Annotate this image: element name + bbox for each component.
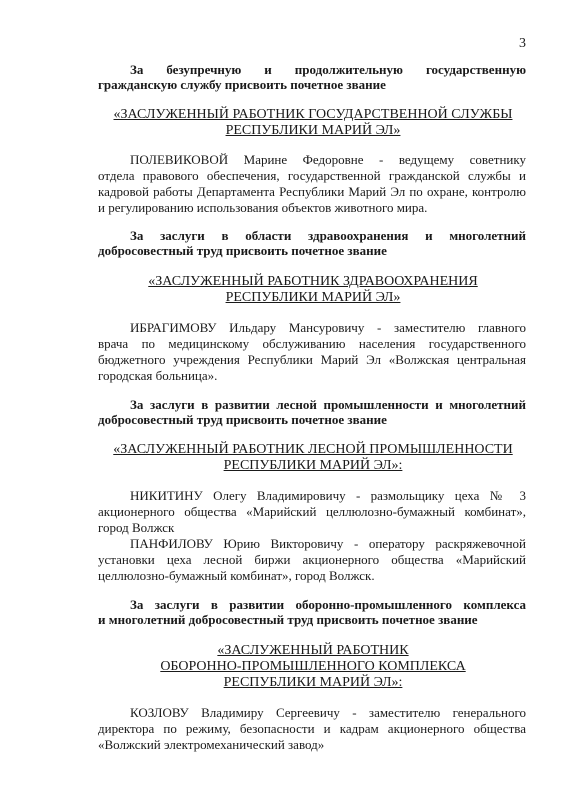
award-title — [100, 274, 526, 306]
award-intro-line: За заслуги в развитии оборонно-промышленного комплекса — [130, 597, 526, 612]
awardee-rest: акционерного общества «Марийский целлюлозно-бумажный комбинат», город Волжск — [98, 504, 526, 535]
award-title-line: РЕСПУБЛИКИ МАРИЙ ЭЛ» — [225, 123, 401, 138]
award-title-line: «ЗАСЛУЖЕННЫЙ РАБОТНИК ЗДРАВООХРАНЕНИЯ — [148, 274, 478, 289]
awardee-rest: установки цеха лесной биржи акционерного общества «Марийский целлюлозно-бумажный комбинат», город Волжск. — [98, 552, 526, 583]
award-intro-line: За заслуги в области здравоохранения и многолетний — [130, 228, 526, 243]
award-title-line: РЕСПУБЛИКИ МАРИЙ ЭЛ»: — [223, 675, 403, 690]
awardee-first-line: ПОЛЕВИКОВОЙ Марине Федоровне - ведущему советнику — [130, 152, 526, 167]
awardee-paragraph — [98, 152, 526, 216]
award-title — [100, 442, 526, 474]
award-title — [100, 643, 526, 691]
awardee-first-line: НИКИТИНУ Олегу Владимировичу - размольщику цеха № 3 — [130, 488, 526, 503]
award-title-line: «ЗАСЛУЖЕННЫЙ РАБОТНИК ЛЕСНОЙ ПРОМЫШЛЕННОСТИ — [113, 442, 513, 457]
award-title-line: РЕСПУБЛИКИ МАРИЙ ЭЛ»: — [223, 458, 403, 473]
award-intro-line: добросовестный труд присвоить почетное звание — [98, 412, 387, 427]
award-intro-line: За заслуги в развитии лесной промышленности и многолетний — [130, 397, 526, 412]
award-title-line: ОБОРОННО-ПРОМЫШЛЕННОГО КОМПЛЕКСА — [160, 659, 466, 674]
award-intro-line: и многолетний добросовестный труд присвоить почетное звание — [98, 612, 478, 627]
award-intro-line: добросовестный труд присвоить почетное звание — [98, 243, 387, 258]
awardee-rest: отдела правового обеспечения, государственной гражданской службы и кадровой работы Департамента Республики Марий Эл по охране, контролю и регулированию использования объектов животного мира. — [98, 168, 526, 215]
award-intro — [98, 597, 526, 627]
awardee-paragraph — [98, 488, 526, 536]
awardee-paragraph — [98, 705, 526, 753]
award-intro — [98, 62, 526, 92]
awardee-paragraph — [98, 536, 526, 584]
awardee-first-line: КОЗЛОВУ Владимиру Сергеевичу - заместителю генерального — [130, 705, 526, 720]
award-title-line: «ЗАСЛУЖЕННЫЙ РАБОТНИК — [217, 643, 409, 658]
awardee-first-line: ИБРАГИМОВУ Ильдару Мансуровичу - заместителю главного — [130, 320, 526, 335]
award-title-line: «ЗАСЛУЖЕННЫЙ РАБОТНИК ГОСУДАРСТВЕННОЙ СЛУЖБЫ — [113, 107, 513, 122]
award-intro-line: За безупречную и продолжительную государственную — [130, 62, 526, 77]
awardee-rest: врача по медицинскому обслуживанию населения государственного бюджетного учреждения Республики Марий Эл «Волжская центральная городская больница». — [98, 336, 526, 383]
award-intro — [98, 397, 526, 427]
award-title — [100, 107, 526, 139]
awardee-first-line: ПАНФИЛОВУ Юрию Викторовичу - оператору раскряжевочной — [130, 536, 526, 551]
award-intro — [98, 228, 526, 258]
awardee-rest: директора по режиму, безопасности и кадрам акционерного общества «Волжский электромеханический завод» — [98, 721, 526, 752]
award-title-line: РЕСПУБЛИКИ МАРИЙ ЭЛ» — [225, 290, 401, 305]
awardee-paragraph — [98, 320, 526, 384]
award-intro-line: гражданскую службу присвоить почетное звание — [98, 77, 386, 92]
page-number: 3 — [519, 36, 526, 51]
